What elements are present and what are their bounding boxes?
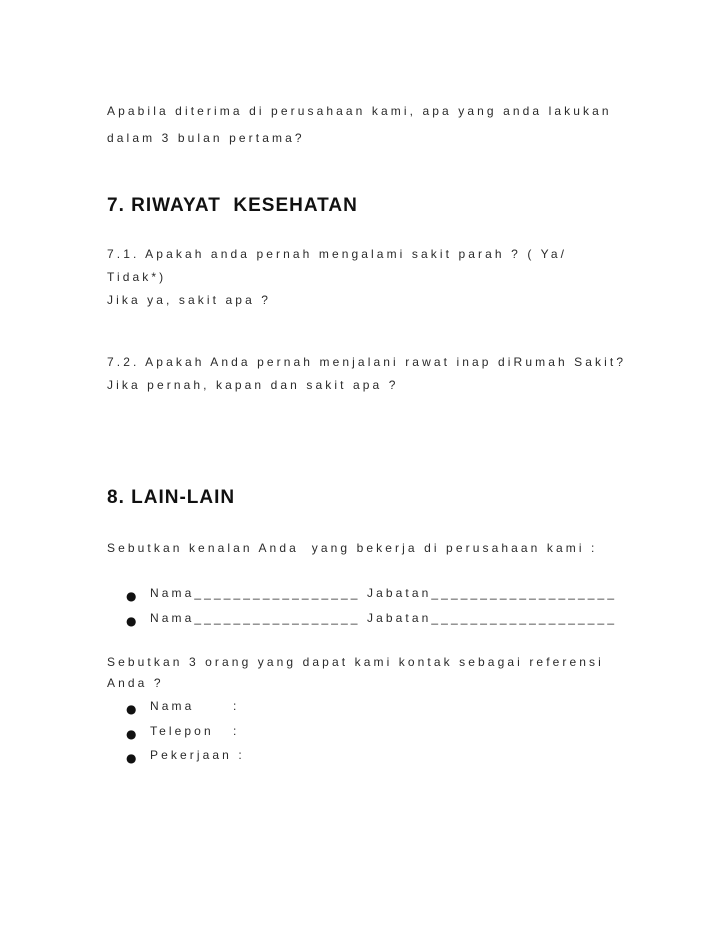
reference-item-text: Pekerjaan : <box>150 748 245 762</box>
reference-prompt-line-2: Anda ? <box>107 676 164 690</box>
question-7-1-line-1: 7.1. Apakah anda pernah mengalami sakit parah ? ( Ya/ <box>107 247 568 261</box>
section-8-heading: 8. LAIN-LAIN <box>107 487 236 508</box>
intro-question-line-1: Apabila diterima di perusahaan kami, apa yang anda lakukan <box>107 104 612 118</box>
question-7-2-line-2: Jika pernah, kapan dan sakit apa ? <box>107 378 399 392</box>
reference-list-item <box>126 748 245 820</box>
bullet-icon: ● <box>126 614 137 628</box>
bullet-icon: ● <box>126 727 137 741</box>
question-7-1-line-3: Jika ya, sakit apa ? <box>107 293 272 307</box>
bullet-icon: ● <box>126 751 137 765</box>
acquaintance-prompt: Sebutkan kenalan Anda yang bekerja di perusahaan kami : <box>107 541 598 555</box>
reference-item-text: Nama : <box>150 699 240 713</box>
section-7-heading: 7. RIWAYAT KESEHATAN <box>107 195 358 216</box>
acquaintance-item-text: Nama_________________ Jabatan___________________ <box>150 611 618 625</box>
acquaintance-item-text: Nama_________________ Jabatan___________________ <box>150 586 618 600</box>
reference-item-text: Telepon : <box>150 724 240 738</box>
question-7-2-line-1: 7.2. Apakah Anda pernah menjalani rawat inap diRumah Sakit? <box>107 355 627 369</box>
bullet-icon: ● <box>126 702 137 716</box>
bullet-icon: ● <box>126 589 137 603</box>
reference-prompt-line-1: Sebutkan 3 orang yang dapat kami kontak sebagai referensi <box>107 655 604 669</box>
intro-question-line-2: dalam 3 bulan pertama? <box>107 131 305 145</box>
question-7-1-line-2: Tidak*) <box>107 270 167 284</box>
